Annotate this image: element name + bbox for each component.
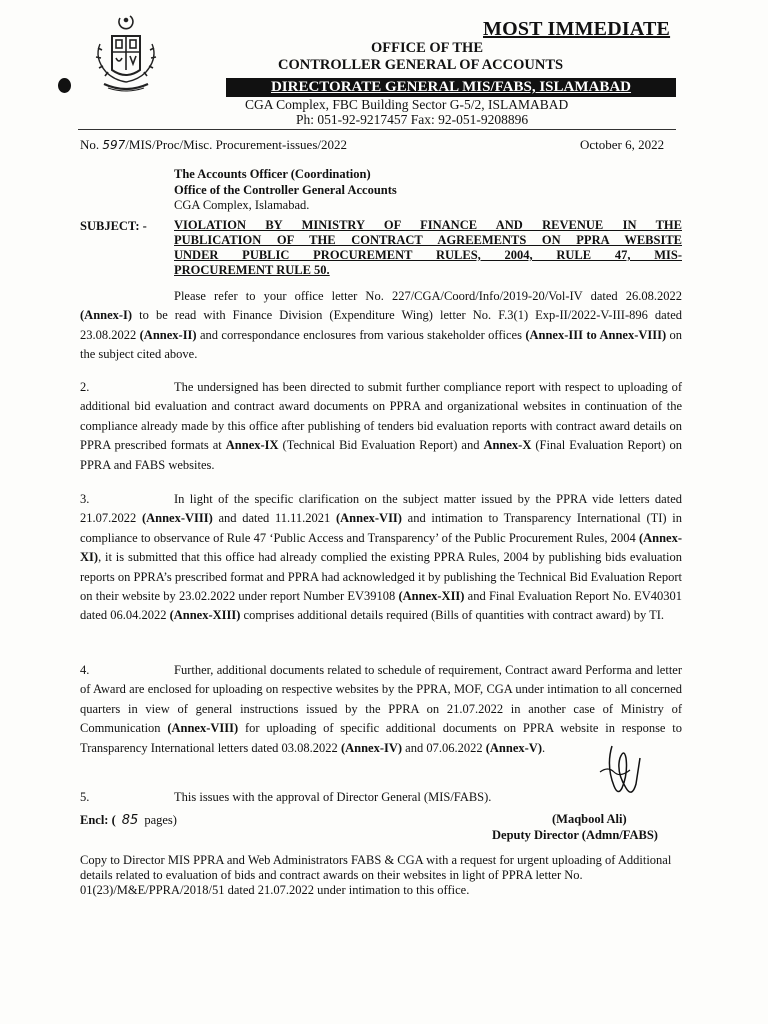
- office-line-2: CONTROLLER GENERAL OF ACCOUNTS: [278, 57, 564, 73]
- header-divider: [78, 129, 676, 130]
- subject-line-3: UNDER PUBLIC PROCUREMENT RULES, 2004, RULE 47, MIS-: [174, 248, 682, 262]
- enclosure-suffix: pages): [144, 813, 177, 827]
- ink-dot: [58, 78, 71, 93]
- office-address: CGA Complex, FBC Building Sector G-5/2, ISLAMABAD: [245, 97, 569, 112]
- subject-line-2: PUBLICATION OF THE CONTRACT AGREEMENTS ON PPRA WEBSITE: [174, 233, 682, 247]
- subject-line-1: VIOLATION BY MINISTRY OF FINANCE AND REVENUE IN THE: [174, 218, 682, 232]
- office-line-1: OFFICE OF THE: [371, 40, 483, 56]
- reference-prefix: No.: [80, 137, 100, 152]
- signatory-title: Deputy Director (Admn/FABS): [492, 828, 658, 842]
- subject-line-4: PROCUREMENT RULE 50.: [174, 263, 330, 277]
- signature-mark: [590, 742, 650, 812]
- subject-label: SUBJECT: -: [80, 219, 147, 233]
- paragraph-2: 2. The undersigned has been directed to submit further compliance report with respect to uploading of additional bid evaluation and contract award documents on PPRA and organizational websites in continuation of the compliance already made by this office after publishing of tenders bid evaluation reports with contract award details on PPRA prescribed formats at Annex-IX (Technical Bid Evaluation Report) and Annex-X (Final Evaluation Report) on PPRA and FABS websites.: [80, 380, 682, 472]
- paragraph-number: 3.: [80, 492, 90, 506]
- enclosure-label: Encl: (: [80, 813, 116, 827]
- paragraph-number: 5.: [80, 790, 90, 804]
- government-emblem-icon: [86, 14, 176, 102]
- addressee-line-1: The Accounts Officer (Coordination): [174, 167, 371, 181]
- reference-number: [80, 137, 347, 153]
- subject-text: [174, 218, 682, 278]
- addressee-line-3: CGA Complex, Islamabad.: [174, 198, 310, 212]
- copy-to-note: Copy to Director MIS PPRA and Web Administrators FABS & CGA with a request for urgent uploading of Additional details related to evaluation of bids and contract awards on their websites in light of PPRA letter No. 01(23)/M&E/PPRA/2018/51 dated 21.07.2022 under intimation to this office.: [80, 853, 672, 898]
- paragraph-3: 3. In light of the specific clarification on the subject matter issued by the PPRA vide letters dated 21.07.2022 (Annex-VIII) and dated 11.11.2021 (Annex-VII) and intimation to Transparency International (TI) in compliance to observance of Rule 47 ‘Public Access and Transparency’ of the Public Procurement Rules, 2004 (Annex-XI), it is submitted that this office had already complied the existing PPRA Rules, 2004 by publishing bids evaluation reports on PPRA’s prescribed format and PPRA had acknowledged it by publishing the Technical Bid Evaluation Report on their website by 23.02.2022 under report Number EV39108 (Annex-XII) and Final Evaluation Report No. EV40301 dated 06.04.2022 (Annex-XIII) comprises additional details required (Bills of quantities with contract award) by TI.: [80, 492, 682, 623]
- reference-suffix: /MIS/Proc/Misc. Procurement-issues/2022: [125, 137, 348, 152]
- paragraph-5: 5. This issues with the approval of Director General (MIS/FABS).: [80, 790, 492, 804]
- signatory-name: (Maqbool Ali): [552, 812, 627, 826]
- enclosure-line: [80, 813, 177, 828]
- paragraph-4: 4. Further, additional documents related to schedule of requirement, Contract award Performa and letter of Award are enclosed for uploading on respective websites by the PPRA, MOF, CGA under intimation to all concerned quarters in view of general instructions issued by the PPRA on 21.07.2022 in another case of Ministry of Communication (Annex-VIII) for uploading of specific additional documents on PPRA website in response to Transparency International letters dated 03.08.2022 (Annex-IV) and 07.06.2022 (Annex-V).: [80, 663, 682, 755]
- directorate-banner: DIRECTORATE GENERAL MIS/FABS, ISLAMABAD: [226, 78, 676, 97]
- office-phone: Ph: 051-92-9217457 Fax: 92-051-9208896: [296, 112, 529, 127]
- priority-label: MOST IMMEDIATE: [483, 18, 671, 40]
- letter-date: October 6, 2022: [580, 137, 665, 152]
- enclosure-handwritten-count: 85: [121, 813, 139, 828]
- paragraph-number: 2.: [80, 380, 90, 394]
- paragraph-number: 4.: [80, 663, 90, 677]
- reference-handwritten-number: 597: [102, 138, 126, 152]
- paragraph-1: Please refer to your office letter No. 227/CGA/Coord/Info/2019-20/Vol-IV dated 26.08.2022 (Annex-I) to be read with Finance Division (Expenditure Wing) letter No. F.3(1) Exp-II/2022-V-III-896 dated 23.08.2022 (Annex-II) and correspondance enclosures from various stakeholder offices (Annex-III to Annex-VIII) on the subject cited above.: [80, 289, 683, 362]
- addressee-line-2: Office of the Controller General Accounts: [174, 183, 397, 197]
